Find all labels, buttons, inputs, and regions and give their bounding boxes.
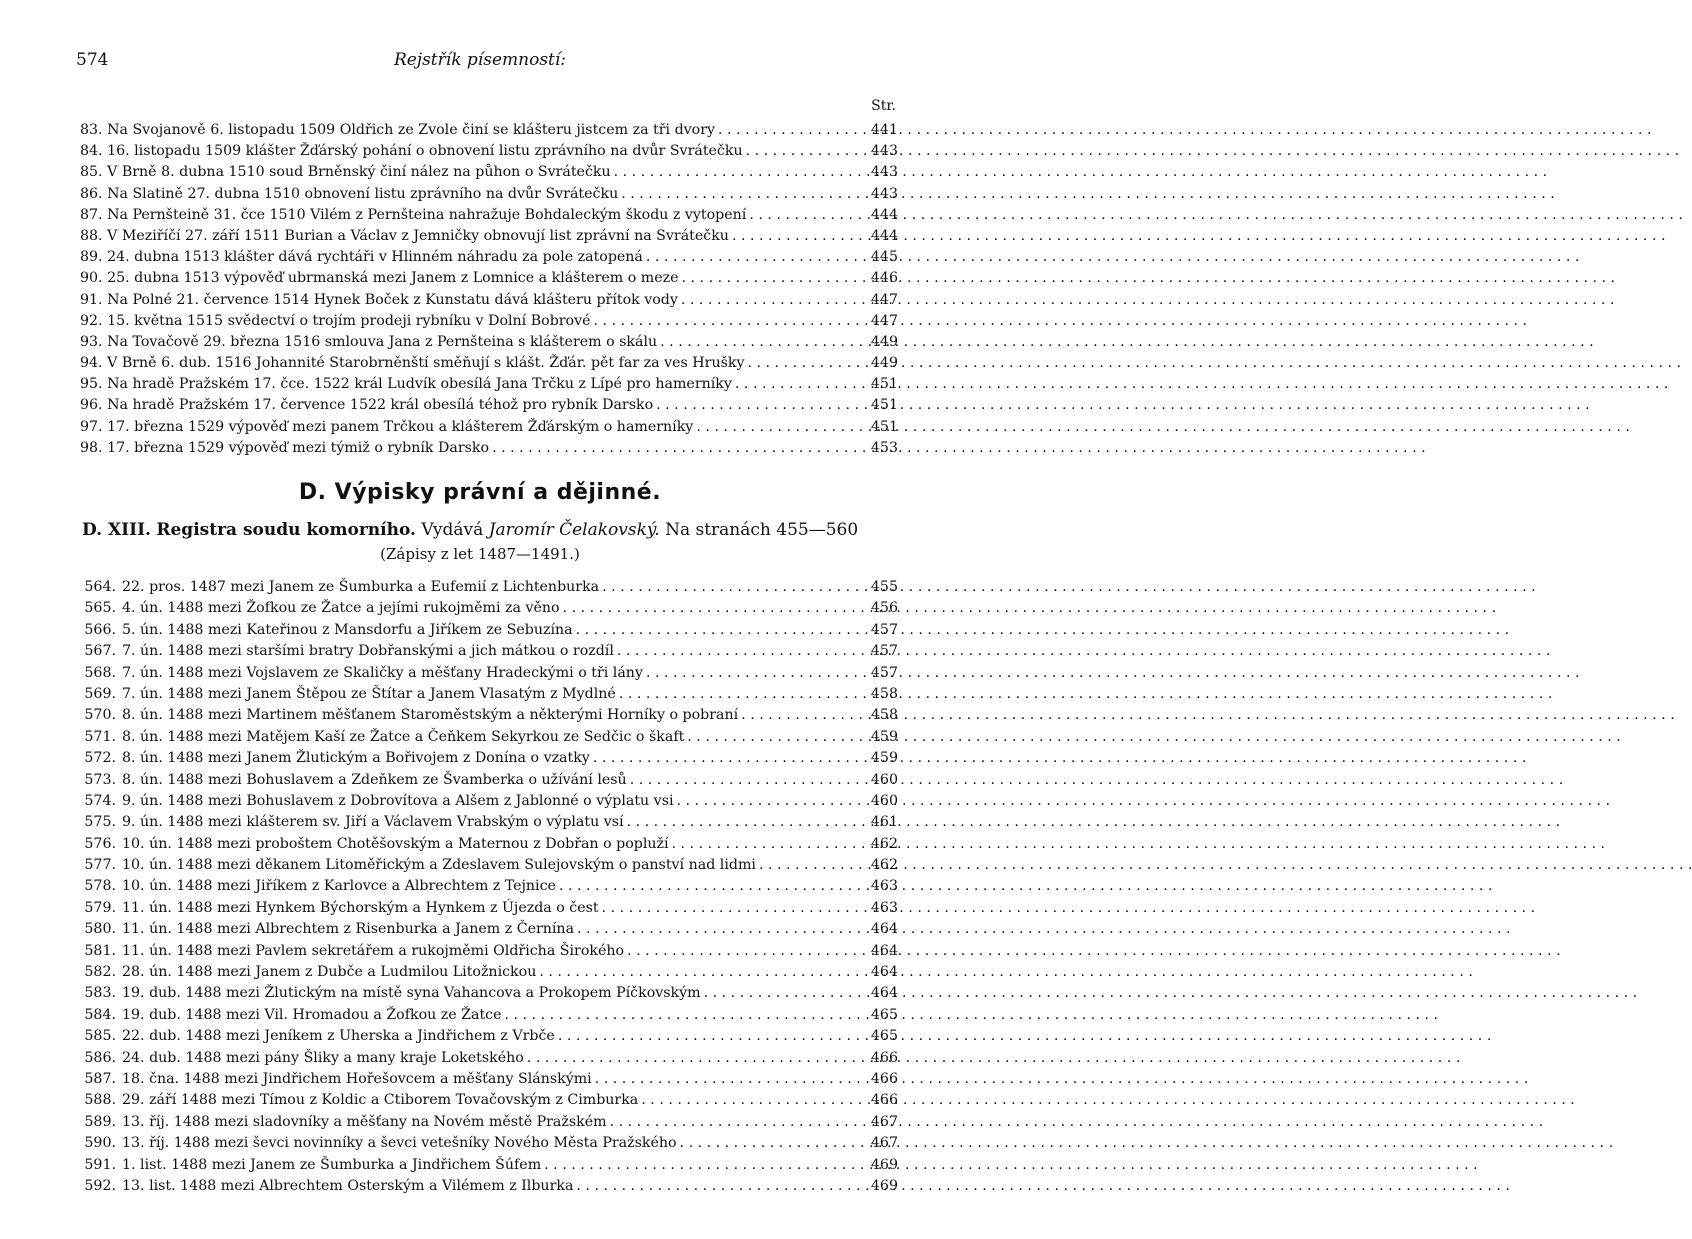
entry-text: 88. V Meziříčí 27. září 1511 Burian a Václav z Jemničky obnovují list zprávní na Svrátečku [80,227,729,244]
list-item [80,748,898,769]
entry-number: 578. [84,878,116,895]
list-item [80,962,898,983]
list-item [80,684,898,705]
dot-leader [657,332,871,353]
entry-text: 85. V Brně 8. dubna 1510 soud Brněnský činí nález na půhon o Svrátečku [80,164,611,181]
dot-leader [638,1090,871,1111]
entry-page: 463 [870,878,898,895]
entry-text: 11. ún. 1488 mezi Hynkem Býchorským a Hynkem z Újezda o čest [122,899,599,916]
list-item [80,332,898,353]
entry-number: 568. [84,664,116,681]
entry-page: 467 [870,1113,898,1130]
entry-text: 96. Na hradě Pražském 17. července 1522 král obesílá téhož pro rybník Darsko [80,397,654,414]
list-item [80,876,898,897]
dot-leader [669,834,871,855]
entry-number: 567. [84,643,116,660]
list-item [80,268,898,289]
entry-text: 11. ún. 1488 mezi Pavlem sekretářem a rukojměmi Oldřicha Širokého [122,942,625,959]
list-item [80,247,898,268]
entry-page: 466 [870,1070,898,1087]
dot-leader [616,684,871,705]
dot-leader [627,770,871,791]
list-item [80,226,898,247]
dot-leader [590,748,871,769]
dot-leader [556,876,871,897]
entry-number: 577. [84,857,116,874]
entry-subtitle: (Zápisy z let 1487—1491.) [380,545,580,563]
list-item [80,162,898,183]
entry-text: 13. list. 1488 mezi Albrechtem Osterským a Vilémem z Ilburka [122,1177,574,1194]
entry-page: 466 [870,1049,898,1066]
entry-number: 565. [84,600,116,617]
dot-leader [611,162,871,183]
entry-number: 591. [84,1156,116,1173]
entry-text: 28. ún. 1488 mezi Janem z Dubče a Ludmilou Litožnickou [122,964,537,981]
dot-leader [555,1026,871,1047]
dot-leader [574,919,871,940]
entry-page: 459 [870,750,898,767]
list-item [80,1133,898,1154]
entry-text: 9. ún. 1488 mezi klášterem sv. Jiří a Václavem Vrabským o výplatu vsí [122,814,624,831]
list-item [80,898,898,919]
entry-text: 5. ún. 1488 mezi Kateřinou z Mansdorfu a Jiříkem ze Sebuzína [122,621,573,638]
entry-text: 1. list. 1488 mezi Janem ze Šumburka a Jindřichem Šúfem [122,1156,542,1173]
entry-text: 22. dub. 1488 mezi Jeníkem z Uherska a Jindřichem z Vrbče [122,1028,555,1045]
entry-text: 84. 16. listopadu 1509 klášter Žďárský pohání o obnovení listu zprávního na dvůr Svrátečku [80,143,743,160]
entry-number: 580. [84,921,116,938]
entry-title: Registra soudu komorního. [156,520,416,540]
entry-number: 574. [84,792,116,809]
entry-page: 465 [870,1028,898,1045]
dot-leader [678,290,871,311]
dot-leader [541,1155,871,1176]
dot-leader [715,120,871,141]
dot-leader [643,663,871,684]
entry-page: 458 [870,685,898,702]
list-item [80,1090,898,1111]
entry-page: 456 [870,600,898,617]
entry-text: 8. ún. 1488 mezi Bohuslavem a Zdeňkem ze Švamberka o užívání lesů [122,771,627,788]
entry-number: 590. [84,1135,116,1152]
entry-number: 564. [84,579,116,595]
list-item [80,834,898,855]
dot-leader [524,1048,871,1069]
editor-name: Jaromír Čelakovský. [488,520,660,540]
dot-leader [489,438,871,459]
entry-text: 93. Na Tovačově 29. března 1516 smlouva Jana z Pernšteina s klášterem o skálu [80,333,658,350]
list-item [80,598,898,619]
entry-page: 451 [870,418,898,435]
entry-text: 11. ún. 1488 mezi Albrechtem z Risenburka a Janem z Černína [122,921,575,938]
list-item [80,290,898,311]
entry-text: 13. říj. 1488 mezi ševci novinníky a ševci vetešníky Nového Města Pražského [122,1135,677,1152]
list-item [80,791,898,812]
entry-page: 447 [870,312,898,329]
dot-leader [614,641,871,662]
entry-page: 467 [870,1135,898,1152]
entry-page: 460 [870,792,898,809]
dot-leader [624,812,871,833]
list-item [80,983,898,1004]
dot-leader [738,705,871,726]
entry-number: 582. [84,964,116,981]
list-item [80,353,898,374]
entry-text: 22. pros. 1487 mezi Janem ze Šumburka a Eufemií z Lichtenburka [122,579,600,595]
entry-number: 579. [84,899,116,916]
dot-leader [502,1005,871,1026]
entry-text: 9. ún. 1488 mezi Bohuslavem z Dobrovítova a Alšem z Jablonné o výplatu vsi [122,792,674,809]
page-number: 574 [76,50,109,70]
entry-page: 451 [870,397,898,414]
entry-page: 464 [870,921,898,938]
dot-leader [599,577,871,598]
entry-page: 462 [870,835,898,852]
list-item [80,1026,898,1047]
entry-number: 566. [84,621,116,638]
dot-leader [573,620,871,641]
entry-number: 583. [84,985,116,1002]
entry-page: 464 [870,964,898,981]
entry-text: 83. Na Svojanově 6. listopadu 1509 Oldřich ze Zvole činí se klášteru jistcem za tři dvory [80,122,716,138]
entry-number: 588. [84,1092,116,1109]
entry-page: 463 [870,899,898,916]
list-item [80,663,898,684]
entry-page: 441 [870,122,898,138]
dot-leader [743,141,871,162]
entry-text: 92. 15. května 1515 svědectví o trojím prodeji rybníku v Dolní Bobrové [80,312,591,329]
dot-leader [756,855,871,876]
entry-number: 575. [84,814,116,831]
entry-page: 465 [870,1006,898,1023]
entry-text: 10. ún. 1488 mezi proboštem Chotěšovským a Maternou z Dobřan o popluží [122,835,669,852]
entry-text: 8. ún. 1488 mezi Janem Žlutickým a Bořivojem z Donína o vzatky [122,750,590,767]
entry-page: 469 [870,1177,898,1194]
dot-leader [536,962,871,983]
entry-text: 86. Na Slatině 27. dubna 1510 obnovení listu zprávního na dvůr Svrátečku [80,185,619,202]
entry-number: 570. [84,707,116,724]
entry-page: 453 [870,439,898,456]
list-item [80,311,898,332]
entry-label: D. XIII. [82,520,151,540]
editor-prefix: Vydává [421,520,484,540]
entry-page: 457 [870,664,898,681]
entry-number: 584. [84,1006,116,1023]
entry-number: 587. [84,1070,116,1087]
entry-text: 4. ún. 1488 mezi Žofkou ze Žatce a jejími rukojměmi za věno [122,600,560,617]
entry-number: 592. [84,1177,116,1194]
list-item [80,770,898,791]
entry-number: 585. [84,1028,116,1045]
entry-number: 573. [84,771,116,788]
entry-text: 90. 25. dubna 1513 výpověď ubrmanská mezi Janem z Lomnice a klášterem o meze [80,270,679,287]
dot-leader [573,1176,871,1197]
dot-leader [607,1112,871,1133]
entry-page: 466 [870,1092,898,1109]
entry-text: 95. Na hradě Pražském 17. čce. 1522 král Ludvík obesílá Jana Trčku z Lípé pro hamerníky [80,376,732,393]
entry-text: 97. 17. března 1529 výpověď mezi panem Trčkou a klášterem Žďárským o hamerníky [80,418,694,435]
page-range: Na stranách 455—560 [665,520,859,540]
dot-leader [560,598,871,619]
dot-leader [599,898,871,919]
list-item [80,141,898,162]
entry-text: 29. září 1488 mezi Tímou z Koldic a Ctiborem Tovačovským z Cimburka [122,1092,639,1109]
list-item [80,120,898,141]
list-item [80,919,898,940]
entry-page: 469 [870,1156,898,1173]
list-item [80,395,898,416]
entry-page: 464 [870,942,898,959]
entry-page: 447 [870,291,898,308]
dot-leader [701,983,871,1004]
section-title: D. Výpisky právní a dějinné. [298,480,662,505]
list-item [80,620,898,641]
dot-leader [643,247,871,268]
list-item [80,184,898,205]
entry-page: 446 [870,270,898,287]
dot-leader [679,268,871,289]
list-item [80,641,898,662]
entry-text: 7. ún. 1488 mezi staršími bratry Dobřanskými a jich mátkou o rozdíl [122,643,614,660]
entry-text: 18. čna. 1488 mezi Jindřichem Hořešovcem a měšťany Slánskými [122,1070,592,1087]
entry-number: 571. [84,728,116,745]
list-item [80,1176,898,1197]
section1-entry-list [80,120,898,459]
dot-leader [674,791,871,812]
entry-page: 449 [870,355,898,372]
page-column-header: Str. [871,98,896,114]
entry-text: 91. Na Polné 21. července 1514 Hynek Boček z Kunstatu dává klášteru přítok vody [80,291,678,308]
entry-number: 572. [84,750,116,767]
entry-page: 444 [870,227,898,244]
entry-text: 13. říj. 1488 mezi sladovníky a měšťany na Novém městě Pražském [122,1113,607,1130]
entry-page: 449 [870,333,898,350]
entry-text: 10. ún. 1488 mezi děkanem Litoměřickým a Zdeslavem Sulejovským o panství nad lidmi [122,857,756,874]
dot-leader [618,184,871,205]
dot-leader [677,1133,871,1154]
list-item [80,941,898,962]
entry-number: 589. [84,1113,116,1130]
dot-leader [732,374,871,395]
entry-text: 19. dub. 1488 mezi Vil. Hromadou a Žofkou ze Žatce [122,1006,502,1023]
entry-text: 7. ún. 1488 mezi Janem Štěpou ze Štítar a Janem Vlasatým z Mydlné [122,685,616,702]
list-item [80,438,898,459]
entry-page: 464 [870,985,898,1002]
entry-page: 444 [870,206,898,223]
list-item [80,577,898,598]
entry-page: 457 [870,643,898,660]
entry-number: 569. [84,685,116,702]
entry-text: 8. ún. 1488 mezi Matějem Kaší ze Žatce a Čeňkem Sekyrkou ze Sedčic o škaft [122,728,685,745]
entry-text: 19. dub. 1488 mezi Žlutickým na místě syna Vahancova a Prokopem Píčkovským [122,985,701,1002]
entry-page: 457 [870,621,898,638]
entry-text: 8. ún. 1488 mezi Martinem měšťanem Staroměstským a některými Horníky o pobraní [122,707,739,724]
entry-heading [82,520,900,540]
list-item [80,374,898,395]
list-item [80,1112,898,1133]
entry-text: 98. 17. března 1529 výpověď mezi týmiž o rybník Darsko [80,439,490,456]
entry-number: 586. [84,1049,116,1066]
entry-page: 461 [870,814,898,831]
list-item [80,417,898,438]
entry-page: 462 [870,857,898,874]
entry-text: 89. 24. dubna 1513 klášter dává rychtáři v Hlinném náhradu za pole zatopená [80,249,643,266]
list-item [80,855,898,876]
entry-text: 87. Na Pernšteině 31. čce 1510 Vilém z Pernšteina nahražuje Bohdaleckým škodu z vytopení [80,206,747,223]
section2-entry-list [80,577,898,1197]
dot-leader [653,395,871,416]
entry-number: 581. [84,942,116,959]
dot-leader [746,205,871,226]
entry-page: 458 [870,707,898,724]
dot-leader [684,727,871,748]
dot-leader [592,1069,871,1090]
entry-page: 445 [870,249,898,266]
entry-text: 7. ún. 1488 mezi Vojslavem ze Skaličky a měšťany Hradeckými o tři lány [122,664,643,681]
entry-text: 24. dub. 1488 mezi pány Šliky a many kraje Loketského [122,1049,524,1066]
running-title: Rejstřík písemností: [393,50,567,70]
entry-page: 455 [870,579,898,595]
entry-page: 459 [870,728,898,745]
list-item [80,727,898,748]
list-item [80,1048,898,1069]
dot-leader [729,226,871,247]
list-item [80,812,898,833]
entry-page: 451 [870,376,898,393]
entry-number: 576. [84,835,116,852]
entry-page: 460 [870,771,898,788]
entry-page: 443 [870,143,898,160]
list-item [80,1005,898,1026]
entry-text: 10. ún. 1488 mezi Jiříkem z Karlovce a Albrechtem z Tejnice [122,878,556,895]
list-item [80,205,898,226]
dot-leader [591,311,871,332]
list-item [80,1069,898,1090]
entry-text: 94. V Brně 6. dub. 1516 Johannité Starobrněnští směňují s klášt. Žďár. pět far za ves Hrušky [80,355,745,372]
dot-leader [744,353,870,374]
dot-leader [624,941,871,962]
dot-leader [693,417,871,438]
list-item [80,705,898,726]
entry-page: 443 [870,164,898,181]
entry-page: 443 [870,185,898,202]
list-item [80,1155,898,1176]
